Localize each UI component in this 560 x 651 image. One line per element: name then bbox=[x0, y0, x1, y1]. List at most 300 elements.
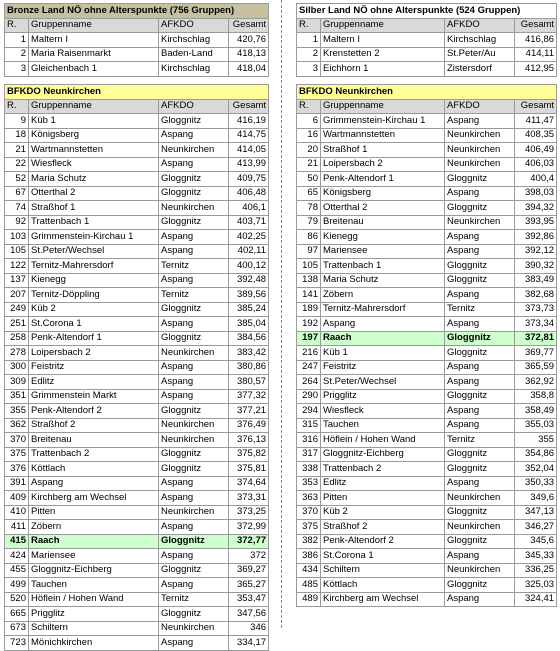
table-row bbox=[297, 143, 557, 158]
cell-rank: 363 bbox=[297, 491, 321, 506]
cell-rank: 18 bbox=[5, 128, 29, 143]
cell-afkdo: Gloggnitz bbox=[159, 302, 229, 317]
header-group-name: Gruppenname bbox=[29, 99, 159, 114]
cell-group-name: Mönichkirchen bbox=[29, 636, 159, 651]
table-title-row bbox=[297, 85, 557, 100]
table-row bbox=[297, 505, 557, 520]
header-afkdo: AFKDO bbox=[445, 99, 515, 114]
cell-group-name: Otterthal 2 bbox=[321, 201, 445, 216]
table-row bbox=[297, 201, 557, 216]
cell-rank: 665 bbox=[5, 607, 29, 622]
table-title-row bbox=[5, 85, 269, 100]
cell-rank: 249 bbox=[5, 302, 29, 317]
cell-group-name: Loipersbach 2 bbox=[321, 157, 445, 172]
cell-afkdo: Neunkirchen bbox=[445, 128, 515, 143]
table-row bbox=[297, 520, 557, 535]
table-row bbox=[5, 476, 269, 491]
header-group-name: Gruppenname bbox=[321, 18, 445, 33]
cell-total: 369,77 bbox=[515, 346, 557, 361]
cell-afkdo: Aspang bbox=[445, 360, 515, 375]
table-row bbox=[5, 288, 269, 303]
cell-group-name: Tauchen bbox=[29, 578, 159, 593]
cell-group-name: Straßhof 2 bbox=[29, 418, 159, 433]
header-rank: R. bbox=[297, 99, 321, 114]
table-row bbox=[297, 259, 557, 274]
bfkdo-silber-table bbox=[296, 84, 557, 607]
cell-rank: 79 bbox=[297, 215, 321, 230]
header-afkdo: AFKDO bbox=[445, 18, 515, 33]
cell-group-name: Wartmannstetten bbox=[321, 128, 445, 143]
cell-afkdo: Zistersdorf bbox=[445, 62, 515, 77]
cell-rank: 317 bbox=[297, 447, 321, 462]
table-row bbox=[297, 128, 557, 143]
cell-total: 354,86 bbox=[515, 447, 557, 462]
bronze-table bbox=[4, 3, 269, 77]
table-row bbox=[5, 447, 269, 462]
cell-rank: 197 bbox=[297, 331, 321, 346]
table-row bbox=[297, 346, 557, 361]
cell-rank: 411 bbox=[5, 520, 29, 535]
cell-rank: 105 bbox=[5, 244, 29, 259]
cell-rank: 50 bbox=[297, 172, 321, 187]
cell-group-name: Gloggnitz-Eichberg bbox=[29, 563, 159, 578]
cell-afkdo: Gloggnitz bbox=[445, 346, 515, 361]
cell-total: 377,32 bbox=[229, 389, 269, 404]
cell-total: 345,6 bbox=[515, 534, 557, 549]
table-row bbox=[5, 433, 269, 448]
table-header-row bbox=[297, 18, 557, 33]
table-row bbox=[297, 447, 557, 462]
cell-group-name: Höflein / Hohen Wand bbox=[29, 592, 159, 607]
cell-afkdo: Gloggnitz bbox=[445, 578, 515, 593]
cell-afkdo: Gloggnitz bbox=[445, 462, 515, 477]
cell-rank: 141 bbox=[297, 288, 321, 303]
cell-group-name: Prigglitz bbox=[321, 389, 445, 404]
cell-rank: 424 bbox=[5, 549, 29, 564]
table-title: BFKDO Neunkirchen bbox=[5, 85, 269, 100]
cell-total: 373,25 bbox=[229, 505, 269, 520]
header-total: Gesamt bbox=[229, 18, 269, 33]
cell-afkdo: Aspang bbox=[445, 592, 515, 607]
cell-total: 346 bbox=[229, 621, 269, 636]
table-row bbox=[297, 244, 557, 259]
cell-rank: 122 bbox=[5, 259, 29, 274]
header-rank: R. bbox=[5, 18, 29, 33]
cell-total: 412,95 bbox=[515, 62, 557, 77]
cell-total: 400,12 bbox=[229, 259, 269, 274]
cell-group-name: Wiesfleck bbox=[29, 157, 159, 172]
cell-afkdo: Neunkirchen bbox=[445, 143, 515, 158]
cell-total: 418,04 bbox=[229, 62, 269, 77]
cell-rank: 192 bbox=[297, 317, 321, 332]
cell-group-name: Trattenbach 2 bbox=[29, 447, 159, 462]
cell-group-name: Aspang bbox=[29, 476, 159, 491]
cell-group-name: Prigglitz bbox=[29, 607, 159, 622]
table-row bbox=[5, 201, 269, 216]
cell-afkdo: Aspang bbox=[159, 244, 229, 259]
cell-afkdo: Baden-Land bbox=[159, 47, 229, 62]
cell-afkdo: Neunkirchen bbox=[445, 215, 515, 230]
cell-total: 380,86 bbox=[229, 360, 269, 375]
cell-rank: 258 bbox=[5, 331, 29, 346]
table-row bbox=[5, 563, 269, 578]
table-row bbox=[5, 621, 269, 636]
cell-rank: 485 bbox=[297, 578, 321, 593]
table-row bbox=[5, 47, 269, 62]
cell-group-name: St.Corona 1 bbox=[29, 317, 159, 332]
cell-total: 365,59 bbox=[515, 360, 557, 375]
cell-afkdo: Aspang bbox=[159, 520, 229, 535]
cell-group-name: Penk-Altendorf 1 bbox=[321, 172, 445, 187]
cell-rank: 353 bbox=[297, 476, 321, 491]
cell-group-name: Trattenbach 1 bbox=[321, 259, 445, 274]
cell-rank: 338 bbox=[297, 462, 321, 477]
cell-group-name: Grimmenstein-Kirchau 1 bbox=[321, 114, 445, 129]
cell-rank: 294 bbox=[297, 404, 321, 419]
cell-rank: 67 bbox=[5, 186, 29, 201]
table-row bbox=[5, 592, 269, 607]
cell-group-name: Maria Schutz bbox=[29, 172, 159, 187]
cell-rank: 309 bbox=[5, 375, 29, 390]
cell-afkdo: Aspang bbox=[159, 491, 229, 506]
cell-afkdo: Gloggnitz bbox=[445, 273, 515, 288]
cell-afkdo: Aspang bbox=[445, 317, 515, 332]
cell-rank: 2 bbox=[297, 47, 321, 62]
cell-afkdo: Gloggnitz bbox=[159, 186, 229, 201]
cell-afkdo: Gloggnitz bbox=[159, 404, 229, 419]
cell-group-name: Höflein / Hohen Wand bbox=[321, 433, 445, 448]
cell-rank: 499 bbox=[5, 578, 29, 593]
cell-group-name: Raach bbox=[29, 534, 159, 549]
table-row bbox=[297, 563, 557, 578]
cell-afkdo: Gloggnitz bbox=[159, 607, 229, 622]
table-row bbox=[297, 47, 557, 62]
table-row bbox=[5, 549, 269, 564]
cell-group-name: Köttlach bbox=[321, 578, 445, 593]
table-row bbox=[297, 360, 557, 375]
cell-afkdo: Aspang bbox=[159, 128, 229, 143]
cell-total: 350,33 bbox=[515, 476, 557, 491]
cell-total: 416,86 bbox=[515, 33, 557, 48]
cell-afkdo: Aspang bbox=[445, 418, 515, 433]
cell-group-name: Pitten bbox=[321, 491, 445, 506]
cell-rank: 6 bbox=[297, 114, 321, 129]
table-row bbox=[5, 418, 269, 433]
cell-group-name: Kirchberg am Wechsel bbox=[321, 592, 445, 607]
table-title: BFKDO Neunkirchen bbox=[297, 85, 557, 100]
cell-total: 376,13 bbox=[229, 433, 269, 448]
cell-rank: 9 bbox=[5, 114, 29, 129]
cell-afkdo: Neunkirchen bbox=[159, 143, 229, 158]
cell-total: 384,56 bbox=[229, 331, 269, 346]
cell-total: 373,34 bbox=[515, 317, 557, 332]
cell-group-name: Kienegg bbox=[321, 230, 445, 245]
table-row bbox=[5, 607, 269, 622]
cell-afkdo: Neunkirchen bbox=[159, 433, 229, 448]
cell-afkdo: Gloggnitz bbox=[159, 172, 229, 187]
header-total: Gesamt bbox=[515, 18, 557, 33]
cell-rank: 22 bbox=[5, 157, 29, 172]
cell-afkdo: Aspang bbox=[159, 636, 229, 651]
cell-rank: 386 bbox=[297, 549, 321, 564]
cell-total: 365,27 bbox=[229, 578, 269, 593]
cell-rank: 251 bbox=[5, 317, 29, 332]
cell-afkdo: Gloggnitz bbox=[445, 447, 515, 462]
cell-afkdo: Neunkirchen bbox=[445, 563, 515, 578]
cell-group-name: Wiesfleck bbox=[321, 404, 445, 419]
cell-rank: 97 bbox=[297, 244, 321, 259]
cell-afkdo: Ternitz bbox=[445, 433, 515, 448]
cell-afkdo: Aspang bbox=[159, 578, 229, 593]
cell-group-name: Kienegg bbox=[29, 273, 159, 288]
table-row bbox=[297, 549, 557, 564]
table-row bbox=[5, 505, 269, 520]
cell-total: 352,04 bbox=[515, 462, 557, 477]
cell-rank: 137 bbox=[5, 273, 29, 288]
cell-total: 390,32 bbox=[515, 259, 557, 274]
table-row bbox=[297, 433, 557, 448]
cell-rank: 489 bbox=[297, 592, 321, 607]
cell-rank: 207 bbox=[5, 288, 29, 303]
cell-afkdo: Gloggnitz bbox=[159, 462, 229, 477]
cell-total: 347,56 bbox=[229, 607, 269, 622]
cell-total: 382,68 bbox=[515, 288, 557, 303]
table-row bbox=[5, 317, 269, 332]
cell-total: 358,8 bbox=[515, 389, 557, 404]
cell-group-name: Straßhof 1 bbox=[29, 201, 159, 216]
cell-afkdo: Aspang bbox=[445, 186, 515, 201]
header-total: Gesamt bbox=[515, 99, 557, 114]
table-row bbox=[5, 62, 269, 77]
cell-rank: 351 bbox=[5, 389, 29, 404]
table-row bbox=[5, 230, 269, 245]
cell-afkdo: Aspang bbox=[159, 360, 229, 375]
cell-rank: 86 bbox=[297, 230, 321, 245]
cell-group-name: Küb 1 bbox=[321, 346, 445, 361]
cell-group-name: Maria Raisenmarkt bbox=[29, 47, 159, 62]
table-row bbox=[297, 331, 557, 346]
cell-afkdo: Aspang bbox=[159, 317, 229, 332]
cell-afkdo: Aspang bbox=[159, 549, 229, 564]
cell-rank: 362 bbox=[5, 418, 29, 433]
header-afkdo: AFKDO bbox=[159, 18, 229, 33]
cell-rank: 264 bbox=[297, 375, 321, 390]
cell-group-name: Königsberg bbox=[321, 186, 445, 201]
cell-rank: 21 bbox=[5, 143, 29, 158]
cell-total: 347,13 bbox=[515, 505, 557, 520]
cell-group-name: Zöbern bbox=[29, 520, 159, 535]
cell-afkdo: Neunkirchen bbox=[159, 201, 229, 216]
cell-total: 402,25 bbox=[229, 230, 269, 245]
cell-total: 355,03 bbox=[515, 418, 557, 433]
cell-afkdo: Aspang bbox=[445, 476, 515, 491]
header-total: Gesamt bbox=[229, 99, 269, 114]
cell-total: 385,04 bbox=[229, 317, 269, 332]
table-row bbox=[297, 476, 557, 491]
header-rank: R. bbox=[5, 99, 29, 114]
table-row bbox=[297, 215, 557, 230]
cell-afkdo: Aspang bbox=[445, 404, 515, 419]
cell-group-name: St.Corona 1 bbox=[321, 549, 445, 564]
cell-group-name: Feistritz bbox=[321, 360, 445, 375]
table-row bbox=[5, 389, 269, 404]
table-row bbox=[5, 157, 269, 172]
cell-afkdo: Neunkirchen bbox=[159, 505, 229, 520]
cell-rank: 278 bbox=[5, 346, 29, 361]
table-row bbox=[5, 491, 269, 506]
cell-afkdo: Neunkirchen bbox=[159, 346, 229, 361]
cell-total: 345,33 bbox=[515, 549, 557, 564]
cell-total: 346,27 bbox=[515, 520, 557, 535]
cell-afkdo: Gloggnitz bbox=[159, 563, 229, 578]
table-row bbox=[5, 33, 269, 48]
table-row bbox=[5, 302, 269, 317]
cell-rank: 3 bbox=[5, 62, 29, 77]
cell-afkdo: Neunkirchen bbox=[445, 491, 515, 506]
cell-group-name: Gloggnitz-Eichberg bbox=[321, 447, 445, 462]
cell-afkdo: Kirchschlag bbox=[159, 33, 229, 48]
cell-rank: 415 bbox=[5, 534, 29, 549]
cell-total: 353,47 bbox=[229, 592, 269, 607]
cell-afkdo: Ternitz bbox=[445, 302, 515, 317]
cell-total: 406,49 bbox=[515, 143, 557, 158]
cell-rank: 382 bbox=[297, 534, 321, 549]
cell-rank: 21 bbox=[297, 157, 321, 172]
cell-group-name: Schiltern bbox=[321, 563, 445, 578]
table-row bbox=[5, 259, 269, 274]
table-row bbox=[297, 317, 557, 332]
cell-afkdo: Gloggnitz bbox=[159, 114, 229, 129]
cell-total: 409,75 bbox=[229, 172, 269, 187]
cell-rank: 1 bbox=[297, 33, 321, 48]
cell-afkdo: Gloggnitz bbox=[445, 172, 515, 187]
cell-afkdo: St.Peter/Au bbox=[445, 47, 515, 62]
cell-rank: 673 bbox=[5, 621, 29, 636]
table-row bbox=[297, 288, 557, 303]
cell-total: 376,49 bbox=[229, 418, 269, 433]
table-header-row bbox=[297, 99, 557, 114]
cell-group-name: Breitenau bbox=[29, 433, 159, 448]
cell-rank: 92 bbox=[5, 215, 29, 230]
table-row bbox=[5, 172, 269, 187]
table-row bbox=[5, 404, 269, 419]
table-row bbox=[297, 491, 557, 506]
cell-group-name: Eichhorn 1 bbox=[321, 62, 445, 77]
cell-afkdo: Gloggnitz bbox=[445, 259, 515, 274]
table-row bbox=[5, 114, 269, 129]
cell-group-name: Pitten bbox=[29, 505, 159, 520]
cell-group-name: Trattenbach 2 bbox=[321, 462, 445, 477]
cell-group-name: Gleichenbach 1 bbox=[29, 62, 159, 77]
cell-rank: 78 bbox=[297, 201, 321, 216]
cell-afkdo: Aspang bbox=[445, 244, 515, 259]
cell-total: 406,1 bbox=[229, 201, 269, 216]
cell-group-name: Krenstetten 2 bbox=[321, 47, 445, 62]
cell-total: 355 bbox=[515, 433, 557, 448]
cell-group-name: Mariensee bbox=[29, 549, 159, 564]
table-row bbox=[297, 172, 557, 187]
cell-afkdo: Gloggnitz bbox=[159, 215, 229, 230]
cell-afkdo: Gloggnitz bbox=[159, 447, 229, 462]
column-divider bbox=[281, 0, 282, 628]
cell-afkdo: Neunkirchen bbox=[159, 418, 229, 433]
cell-total: 372 bbox=[229, 549, 269, 564]
table-title: Silber Land NÖ ohne Alterspunkte (524 Gruppen) bbox=[297, 4, 557, 19]
cell-total: 375,81 bbox=[229, 462, 269, 477]
cell-afkdo: Neunkirchen bbox=[445, 520, 515, 535]
cell-group-name: Edlitz bbox=[321, 476, 445, 491]
table-row bbox=[297, 534, 557, 549]
cell-rank: 290 bbox=[297, 389, 321, 404]
table-title-row bbox=[5, 4, 269, 19]
table-row bbox=[5, 578, 269, 593]
cell-afkdo: Neunkirchen bbox=[445, 157, 515, 172]
cell-afkdo: Ternitz bbox=[159, 259, 229, 274]
table-row bbox=[297, 389, 557, 404]
cell-rank: 315 bbox=[297, 418, 321, 433]
cell-afkdo: Aspang bbox=[445, 230, 515, 245]
cell-total: 393,95 bbox=[515, 215, 557, 230]
cell-total: 334,17 bbox=[229, 636, 269, 651]
cell-group-name: Feistritz bbox=[29, 360, 159, 375]
cell-group-name: Maltern I bbox=[321, 33, 445, 48]
cell-total: 414,11 bbox=[515, 47, 557, 62]
table-header-row bbox=[5, 99, 269, 114]
cell-total: 392,48 bbox=[229, 273, 269, 288]
cell-afkdo: Gloggnitz bbox=[445, 201, 515, 216]
table-row bbox=[5, 520, 269, 535]
cell-afkdo: Ternitz bbox=[159, 592, 229, 607]
cell-group-name: Tauchen bbox=[321, 418, 445, 433]
cell-group-name: Küb 2 bbox=[321, 505, 445, 520]
table-title-row bbox=[297, 4, 557, 19]
cell-afkdo: Kirchschlag bbox=[445, 33, 515, 48]
cell-rank: 376 bbox=[5, 462, 29, 477]
cell-group-name: Grimmenstein Markt bbox=[29, 389, 159, 404]
cell-afkdo: Ternitz bbox=[159, 288, 229, 303]
cell-total: 385,24 bbox=[229, 302, 269, 317]
cell-group-name: Penk-Altendorf 2 bbox=[321, 534, 445, 549]
table-row bbox=[297, 33, 557, 48]
cell-total: 418,13 bbox=[229, 47, 269, 62]
cell-afkdo: Aspang bbox=[159, 157, 229, 172]
cell-group-name: Otterthal 2 bbox=[29, 186, 159, 201]
cell-group-name: Ternitz-Döppling bbox=[29, 288, 159, 303]
table-row bbox=[5, 128, 269, 143]
cell-total: 358,49 bbox=[515, 404, 557, 419]
cell-total: 325,03 bbox=[515, 578, 557, 593]
table-row bbox=[297, 592, 557, 607]
cell-total: 374,64 bbox=[229, 476, 269, 491]
cell-rank: 300 bbox=[5, 360, 29, 375]
table-row bbox=[5, 273, 269, 288]
cell-afkdo: Aspang bbox=[445, 114, 515, 129]
cell-afkdo: Gloggnitz bbox=[159, 331, 229, 346]
cell-rank: 370 bbox=[297, 505, 321, 520]
cell-total: 403,71 bbox=[229, 215, 269, 230]
cell-total: 392,12 bbox=[515, 244, 557, 259]
cell-total: 373,73 bbox=[515, 302, 557, 317]
cell-total: 372,81 bbox=[515, 331, 557, 346]
table-row bbox=[297, 273, 557, 288]
cell-group-name: Ternitz-Mahrersdorf bbox=[29, 259, 159, 274]
cell-afkdo: Gloggnitz bbox=[445, 505, 515, 520]
table-row bbox=[297, 462, 557, 477]
table-row bbox=[5, 462, 269, 477]
cell-rank: 105 bbox=[297, 259, 321, 274]
cell-group-name: Mariensee bbox=[321, 244, 445, 259]
cell-rank: 370 bbox=[5, 433, 29, 448]
